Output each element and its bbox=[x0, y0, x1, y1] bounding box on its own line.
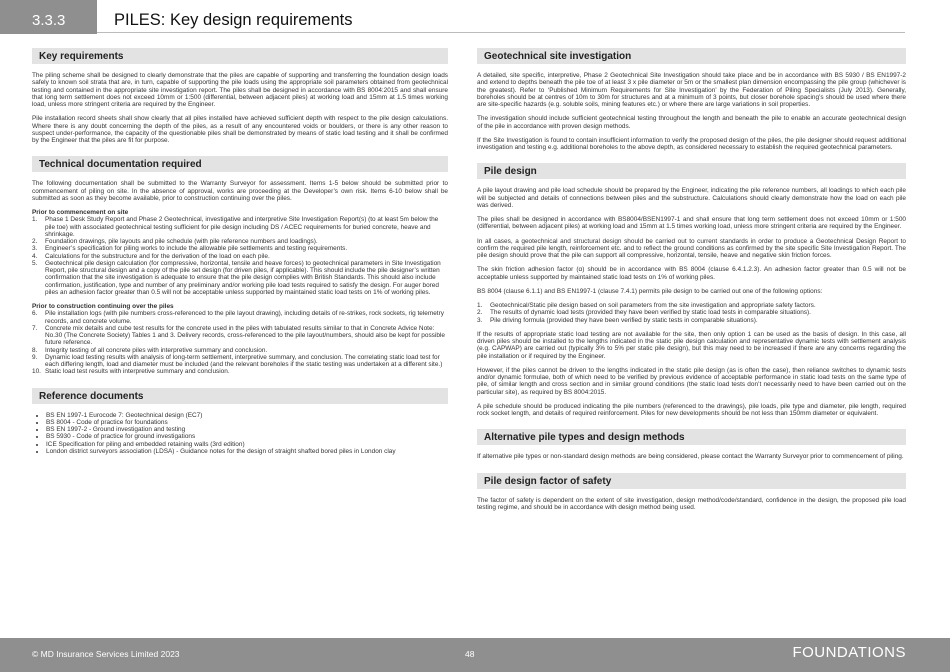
paragraph: The piles shall be designed in accordance with BS8004/BSEN1997-1 and shall ensure that long term settlement does not exceed 10mm or 1:500 (differential, between adjacent piles) at working load and 15mm at 1.5 times working load, unless more stringent criteria are required by the Engineer. bbox=[477, 216, 906, 231]
numbered-list bbox=[32, 216, 448, 296]
list-item: • BS 8004 - Code of practice for foundations bbox=[46, 419, 448, 426]
paragraph: The following documentation shall be submitted to the Warranty Surveyor for assessment. Items 1-5 below should be submitted prior to commencement of piling on site. In the absence of approval, works are proceeding at the Developer’s own risk. Items 6-10 below shall be submitted as soon as they become available, prior to construction continuing over the piles. bbox=[32, 180, 448, 202]
page-header bbox=[0, 0, 950, 34]
right-column bbox=[477, 48, 906, 523]
list-item: • London district surveyors association (LDSA) - Guidance notes for the design of straight shafted bored piles in London clay bbox=[46, 448, 448, 455]
section-heading: Geotechnical site investigation bbox=[477, 48, 906, 64]
list-item: 1. Geotechnical/Static pile design based on soil parameters from the site investigation and appropriate safety factors. bbox=[477, 302, 816, 309]
paragraph: However, if the piles cannot be driven to the lengths indicated in the static pile design (as is often the case), then reliance switches to dynamic tests and/or dynamic formulae, both of which need to be verified by previous evidence of acceptable performance in static load tests on the same type of pile, of similar length and cross section and in similar ground conditions (the static load tests don’t necessarily need to have been carried out on the particular site), as required by BS 8004:2015. bbox=[477, 366, 906, 396]
header-divider bbox=[97, 32, 905, 33]
list-item: 6. Pile installation logs (with pile numbers cross-referenced to the pile layout drawing), including details of re-strikes, rock sockets, rig telemetry records, and concrete volume. bbox=[32, 310, 444, 325]
list-item: • BS EN 1997-1 Eurocode 7: Geotechnical design (EC7) bbox=[46, 412, 448, 419]
section-heading: Technical documentation required bbox=[32, 156, 448, 172]
list-item: 2. Foundation drawings, pile layouts and pile schedule (with pile reference numbers and loadings). bbox=[32, 238, 318, 245]
list-item: • BS EN 1997-2 - Ground investigation and testing bbox=[46, 426, 448, 433]
page-number: 48 bbox=[465, 649, 475, 659]
subheading: Prior to construction continuing over the piles bbox=[32, 303, 174, 310]
list-item: 3. Engineer’s specification for piling works to include the allowable pile settlements and testing requirements. bbox=[32, 245, 348, 253]
section-number: 3.3.3 bbox=[0, 0, 97, 34]
section-heading: Reference documents bbox=[32, 388, 448, 404]
paragraph: If alternative pile types or non-standard design methods are being considered, please contact the Warranty Surveyor prior to commencement of piling. bbox=[477, 453, 904, 461]
page-title: PILES: Key design requirements bbox=[114, 11, 353, 29]
list-item: 10. Static load test results with interpretive summary and conclusion. bbox=[32, 368, 230, 376]
section-heading: Alternative pile types and design methods bbox=[477, 429, 906, 445]
list-item: 4. Calculations for the substructure and for the derivation of the load on each pile. bbox=[32, 252, 270, 260]
geotechnical-investigation-section bbox=[477, 48, 906, 151]
paragraph: Pile installation record sheets shall show clearly that all piles installed have achieved sufficient depth with respect to the pile design calculations. Where there is any doubt concerning the depth of the piles, as a result of any encountered voids or boulders, or there is any other reason to suspect under-performance, the capacity of the questionable piles shall be demonstrated by means of static load testing and it shall be confirmed by the Engineer that the piles are fit for purpose. bbox=[32, 115, 448, 144]
paragraph: The skin friction adhesion factor (α) should be in accordance with BS 8004 (clause 6.4.1.2.3). An adhesion factor greater than 0.5 will not be acceptable unless supported by maintained static load tests on 1% of working piles. bbox=[477, 266, 906, 281]
paragraph: If the results of appropriate static load testing are not available for the site, then only option 1 can be used as the basis of design. In this case, all driven piles should be installed to the lengths indicated in the static pile design calculation and representative dynamic tests with settlement analysis (e.g. CAPWAP) are carried out (typically 3% to 5% per static pile design), but this may need to be increased if there are any concerns regarding the pile installation or if required by the Engineer. bbox=[477, 330, 906, 360]
factor-of-safety-section bbox=[477, 473, 906, 512]
reference-documents-section bbox=[32, 388, 448, 456]
copyright-text: © MD Insurance Services Limited 2023 bbox=[32, 649, 180, 659]
numbered-list bbox=[32, 310, 448, 375]
list-item: 5. Geotechnical pile design calculation (for compressive, horizontal, tensile and heave forces) to geotechnical parameters in Site Investigation Report, pile structural design and a copy of the pile set design (for driven piles, if applicable). This should include the pile designer’s written confirmation that the site investigation is adequate to ensure that the pile design complies with British Standards. This should also include confirmation, justification, type and number of any preliminary and/or working pile load tests required to satisfy the design. For auger bored piles an adhesion factor greater than 0.5 will not be acceptable unless supported by maintained static load tests on 1% of working piles. bbox=[32, 259, 441, 296]
paragraph: A pile schedule should be produced indicating the pile numbers (referenced to the drawings), pile loads, pile type and diameter, pile length, required rock socket length, and details of required reinforcement. Piles for new developments should be not less than 150mm diameter or equivalent. bbox=[477, 402, 906, 417]
section-heading: Pile design factor of safety bbox=[477, 473, 906, 489]
pile-design-section bbox=[477, 163, 906, 417]
paragraph: In all cases, a geotechnical and structural design should be carried out to current standards in order to produce a Geotechnical Design Report to confirm the required pile length, reinforcement etc. and to reflect the ground conditions as confirmed by the site specific Site Investigation Report. The pile design should prove that the pile can support all compressive, horizontal, tensile, heave and negative skin friction forces. bbox=[477, 237, 906, 259]
paragraph: The investigation should include sufficient geotechnical testing throughout the length and beneath the pile to enable an accurate geotechnical design of the pile in accordance with proven design methods. bbox=[477, 115, 906, 130]
subheading: Prior to commencement on site bbox=[32, 209, 129, 216]
paragraph: A pile layout drawing and pile load schedule should be prepared by the Engineer, indicating the pile reference numbers, all loadings to which each pile will be subjected and details of connections between piles and the substructure. Calculations should clearly demonstrate how the load on each pile was derived. bbox=[477, 187, 906, 209]
list-item: 2. The results of dynamic load tests (provided they have been verified by static load tests in comparable situations). bbox=[477, 309, 811, 317]
list-item: • BS 5930 - Code of practice for ground investigations bbox=[46, 433, 448, 440]
technical-documentation-section bbox=[32, 156, 448, 375]
list-item: 8. Integrity testing of all concrete piles with interpretive summary and conclusion. bbox=[32, 346, 268, 354]
paragraph: The factor of safety is dependent on the extent of site investigation, design method/code/standard, confidence in the design, the proposed pile load testing regime, and should be in accordance with design method being used. bbox=[477, 496, 906, 511]
list-item: 9. Dynamic load testing results with analysis of long-term settlement, interpretive summary, and conclusion. The correlating static load test for each differing length, load and diameter must be included (and the relevant boreholes if the static testing was undertaken at a different site.) bbox=[32, 353, 443, 368]
paragraph: BS 8004 (clause 6.1.1) and BS EN1997-1 (clause 7.4.1) permits pile design to be carried out one of the following options: bbox=[477, 287, 823, 295]
page-footer bbox=[0, 638, 950, 672]
alternative-pile-types-section bbox=[477, 429, 906, 460]
paragraph: If the Site Investigation is found to contain insufficient information to verify the proposed design of the piles, the pile designer should request additional investigation and testing e.g. additional boreholes to the above depth, as considered necessary to establish the required geotechnical parameters. bbox=[477, 136, 906, 151]
footer-brand: FOUNDATIONS bbox=[792, 644, 906, 661]
list-item: 3. Pile driving formula (provided they have been verified by static tests in comparable situations). bbox=[477, 316, 758, 324]
section-heading: Pile design bbox=[477, 163, 906, 179]
section-heading: Key requirements bbox=[32, 48, 448, 64]
left-column bbox=[32, 48, 448, 467]
paragraph: A detailed, site specific, interpretive, Phase 2 Geotechnical Site Investigation should take place and be in accordance with BS 5930 / BS EN1997-2 and extend to depths beneath the pile toe of at least 3 x pile diameter or 5m or the smallest plan dimension encompassing the pile group (whichever is the greatest). Refer to ‘Published Minimum Requirements for Site Investigation’ by the Federation of Piling Specialists (July 2013). Generally, boreholes should be at centres of 10m to 30m for structures and at a minimum of 3 points, but closer borehole spacing’s should be used where there are site-specific hazards (e.g. soluble soils, mining features etc.) or where there are large variations in soil properties. bbox=[477, 72, 906, 108]
bullet-list bbox=[32, 412, 448, 456]
paragraph: The piling scheme shall be designed to clearly demonstrate that the piles are capable of supporting and transferring the foundation design loads safely to known soil strata that are, in turn, capable of supporting the pile loads using the appropriate soil parameters obtained from geotechnical testing and contained in the appropriate site investigation report. The piles shall be designed in accordance with BS 8004:2015 and shall ensure that long term settlement does not exceed 10mm or 1:500 (differential, between adjacent piles) at working load and 15mm at 1.5 times working load, unless more stringent criteria are required by the Engineer. bbox=[32, 72, 448, 108]
key-requirements-section bbox=[32, 48, 448, 144]
list-item: • ICE Specification for piling and embedded retaining walls (3rd edition) bbox=[46, 441, 448, 448]
list-item: 7. Concrete mix details and cube test results for the concrete used in the piles with tabulated results similar to that in Concrete Advice Note: No.30 (The Concrete Society) Tables 1 and 3. Delivery records, cross-referenced to the pile layout/numbers, should also be kept for possible future reference. bbox=[32, 324, 445, 347]
numbered-list bbox=[477, 302, 906, 324]
list-item: 1. Phase 1 Desk Study Report and Phase 2 Geotechnical, investigative and interpretive Site Investigation Report(s) (to at least 5m below the pile toe) with associated geotechnical testing sufficient for pile design including DS / ACEC requirements for buried concrete, heave and shrinkage. bbox=[32, 216, 439, 238]
